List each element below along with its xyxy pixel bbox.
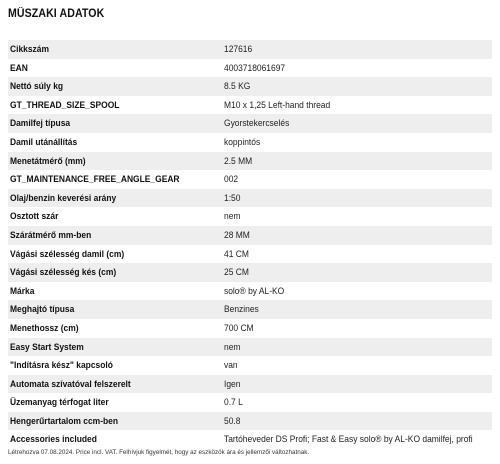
spec-label: Meghajtó típusa bbox=[10, 304, 75, 315]
table-row bbox=[8, 356, 492, 375]
spec-value: 4003718061697 bbox=[224, 62, 286, 73]
spec-value: 700 CM bbox=[224, 322, 254, 333]
spec-value: 50.8 bbox=[224, 415, 241, 426]
spec-value: Gyorstekercselés bbox=[224, 118, 290, 129]
table-row bbox=[8, 319, 492, 338]
spec-label: Vágási szélesség damil (cm) bbox=[10, 248, 125, 259]
table-row bbox=[8, 375, 492, 394]
spec-value: 1:50 bbox=[224, 192, 241, 203]
table-row bbox=[8, 282, 492, 301]
spec-label: "Indításra kész" kapcsoló bbox=[10, 360, 113, 371]
spec-value: 2.5 MM bbox=[224, 155, 253, 166]
spec-label: Hengerűrtartalom ccm-ben bbox=[10, 415, 119, 426]
spec-value: van bbox=[224, 360, 238, 371]
spec-label: Üzemanyag térfogat liter bbox=[10, 397, 109, 408]
table-row bbox=[8, 59, 492, 78]
table-row bbox=[8, 133, 492, 152]
table-row bbox=[8, 430, 492, 449]
table-row bbox=[8, 207, 492, 226]
table-row bbox=[8, 40, 492, 59]
spec-value: Tartóheveder DS Profi; Fast & Easy solo® by AL-KO damilfej, profi bbox=[224, 434, 473, 445]
spec-label: EAN bbox=[10, 62, 28, 73]
spec-label: Márka bbox=[10, 285, 35, 296]
spec-value: Benzines bbox=[224, 304, 259, 315]
spec-label: Olaj/benzin keverési arány bbox=[10, 192, 117, 203]
spec-label: Cikkszám bbox=[10, 44, 49, 54]
spec-value: 8.5 KG bbox=[224, 81, 251, 92]
table-row bbox=[8, 300, 492, 319]
spec-label: Damil utánállítás bbox=[10, 136, 78, 147]
table-row bbox=[8, 338, 492, 357]
table-row bbox=[8, 170, 492, 189]
section-title: MŰSZAKI ADATOK bbox=[8, 8, 105, 20]
table-row bbox=[8, 226, 492, 245]
spec-value: solo® by AL-KO bbox=[224, 285, 285, 296]
table-row bbox=[8, 412, 492, 431]
spec-value: 25 CM bbox=[224, 267, 249, 278]
spec-label: GT_MAINTENANCE_FREE_ANGLE_GEAR bbox=[10, 174, 180, 185]
spec-value: 41 CM bbox=[224, 248, 249, 259]
spec-label: Menethossz (cm) bbox=[10, 322, 79, 333]
spec-label: Automata szívatóval felszerelt bbox=[10, 378, 131, 389]
table-row bbox=[8, 96, 492, 115]
spec-value: Igen bbox=[224, 378, 241, 389]
spec-label: Accessories included bbox=[10, 434, 97, 445]
table-row bbox=[8, 263, 492, 282]
spec-value: koppintós bbox=[224, 136, 261, 147]
spec-label: Vágási szélesség kés (cm) bbox=[10, 267, 117, 278]
tech-specs-page bbox=[8, 6, 492, 449]
table-row bbox=[8, 114, 492, 133]
table-row bbox=[8, 189, 492, 208]
spec-value: M10 x 1,25 Left-hand thread bbox=[224, 99, 331, 110]
spec-label: Easy Start System bbox=[10, 341, 84, 352]
specs-table bbox=[8, 40, 492, 449]
spec-label: Nettó súly kg bbox=[10, 81, 64, 92]
spec-label: Osztott szár bbox=[10, 211, 59, 222]
spec-label: Damilfej típusa bbox=[10, 118, 71, 129]
footer-note: Létrehozva 07.08.2024. Price incl. VAT. Felhívjuk figyelmét, hogy az eszközök ára és jellemzői változhatnak. bbox=[8, 449, 310, 456]
table-row bbox=[8, 77, 492, 96]
table-row bbox=[8, 245, 492, 264]
spec-label: GT_THREAD_SIZE_SPOOL bbox=[10, 99, 120, 110]
spec-value: 0.7 L bbox=[224, 397, 243, 408]
table-row bbox=[8, 393, 492, 412]
spec-value: 002 bbox=[224, 174, 239, 185]
spec-value: nem bbox=[224, 211, 241, 222]
spec-value: nem bbox=[224, 341, 241, 352]
spec-value: 28 MM bbox=[224, 229, 250, 240]
spec-label: Menetátmérő (mm) bbox=[10, 155, 86, 166]
spec-label: Szárátmérő mm-ben bbox=[10, 229, 92, 240]
spec-value: 127616 bbox=[224, 44, 253, 54]
table-row bbox=[8, 152, 492, 171]
